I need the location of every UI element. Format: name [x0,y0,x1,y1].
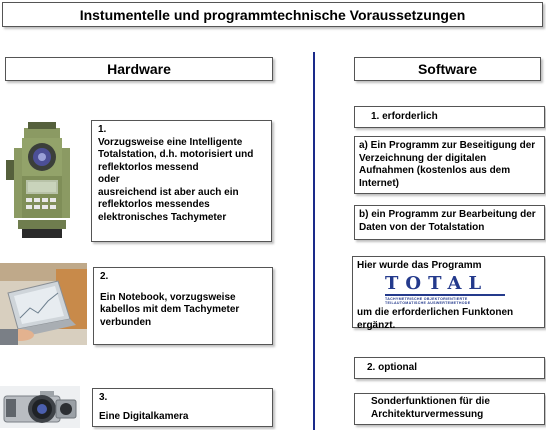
software-optional-label [354,357,545,379]
notebook-image [0,263,87,345]
page-title-box [2,2,543,27]
software-total-post: um die erforderlichen Funktonen ergänzt. [357,307,514,331]
hardware-item-3-number: 3. [99,392,108,403]
hardware-item-2 [93,267,273,345]
software-optional-item-text: Sonderfunktionen für die Architekturvermessung [371,396,490,420]
hardware-item-3-text: Eine Digitalkamera [99,410,189,422]
software-item-b [354,205,545,240]
software-optional-text: 2. optional [367,362,417,373]
hardware-item-2-text: Ein Notebook, vorzugsweise kabellos mit dem Tachymeter verbunden [100,291,240,328]
software-required-label [354,106,545,128]
software-item-b-text: b) ein Programm zur Bearbeitung der Daten von der Totalstation [359,209,536,233]
hardware-item-1-text: Vorzugsweise eine Intelligente Totalstation, d.h. motorisiert und reflektorlos messend oder ausreichend ist aber auch ein reflektorlos messendes elektronisches Tachymeter [98,136,254,223]
hardware-item-1 [91,120,272,242]
total-logo [385,272,525,306]
hardware-header-label: Hardware [107,61,171,77]
total-logo-line1: TACHYMETRISCHE OBJEKTORIENTIERTE [385,296,468,301]
total-logo-name: TOTAL [385,272,489,294]
software-total-pre: Hier wurde das Programm [357,260,482,271]
total-logo-rule [385,294,505,296]
column-divider [313,52,315,430]
software-optional-item [354,393,545,425]
page-title: Instumentelle und programmtechnische Voraussetzungen [79,6,466,23]
hardware-item-1-number: 1. [98,124,107,135]
software-header-label: Software [417,61,478,77]
total-station-image [0,120,81,241]
hardware-header [5,57,273,81]
hardware-item-3 [92,388,273,427]
software-item-a [354,136,545,194]
software-header [354,57,541,81]
hardware-item-2-number: 2. [100,271,109,282]
total-logo-line2: TEILAUTOMATISCHE AUSWERTEMETHODE [385,300,471,305]
software-total-box [352,256,545,331]
software-item-a-text: a) Ein Programm zur Beseitigung der Verzeichnung der digitalen Aufnahmen (kostenlos aus dem Internet) [359,140,536,189]
software-required-text: 1. erforderlich [371,111,438,122]
digital-camera-image [0,386,80,428]
